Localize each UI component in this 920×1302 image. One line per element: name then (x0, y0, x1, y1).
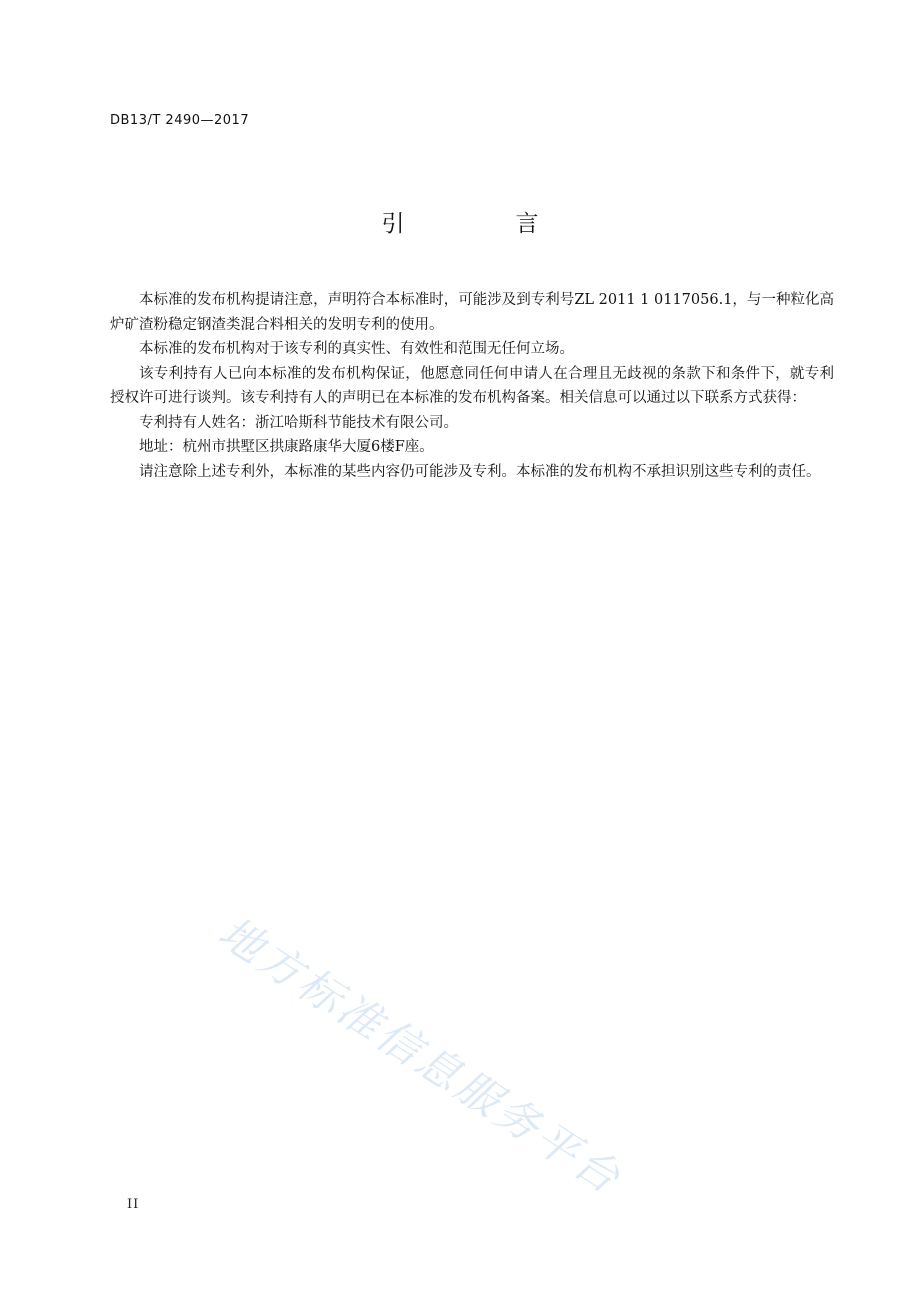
paragraph-holder-name: 专利持有人姓名：浙江哈斯科节能技术有限公司。 (139, 414, 458, 431)
paragraph-licensing: 该专利持有人已向本标准的发布机构保证，他愿意同任何申请人在合理且无歧视的条款下和条件下，就专利授权许可进行谈判。该专利持有人的声明已在本标准的发布机构备案。相关信息可以通过以下联系方式获得： (110, 365, 834, 406)
paragraph-no-position: 本标准的发布机构对于该专利的真实性、有效性和范围无任何立场。 (139, 341, 574, 357)
paragraph-holder-address: 地址：杭州市拱墅区拱康路康华大厦6楼F座。 (139, 439, 434, 455)
paragraph-disclaimer: 请注意除上述专利外，本标准的某些内容仍可能涉及专利。本标准的发布机构不承担识别这些专利的责任。 (139, 463, 821, 480)
paragraph-patent-notice: 本标准的发布机构提请注意，声明符合本标准时，可能涉及到专利号ZL 2011 1 0117056.1，与一种粒化高炉矿渣粉稳定钢渣类混合料相关的发明专利的使用。 (110, 292, 834, 333)
page-number: II (127, 1197, 140, 1212)
body-text (110, 288, 834, 484)
watermark: 地方标准信息服务平台 (209, 907, 631, 1206)
standard-code: DB13/T 2490—2017 (110, 113, 250, 128)
page-title: 引 言 (381, 211, 583, 237)
